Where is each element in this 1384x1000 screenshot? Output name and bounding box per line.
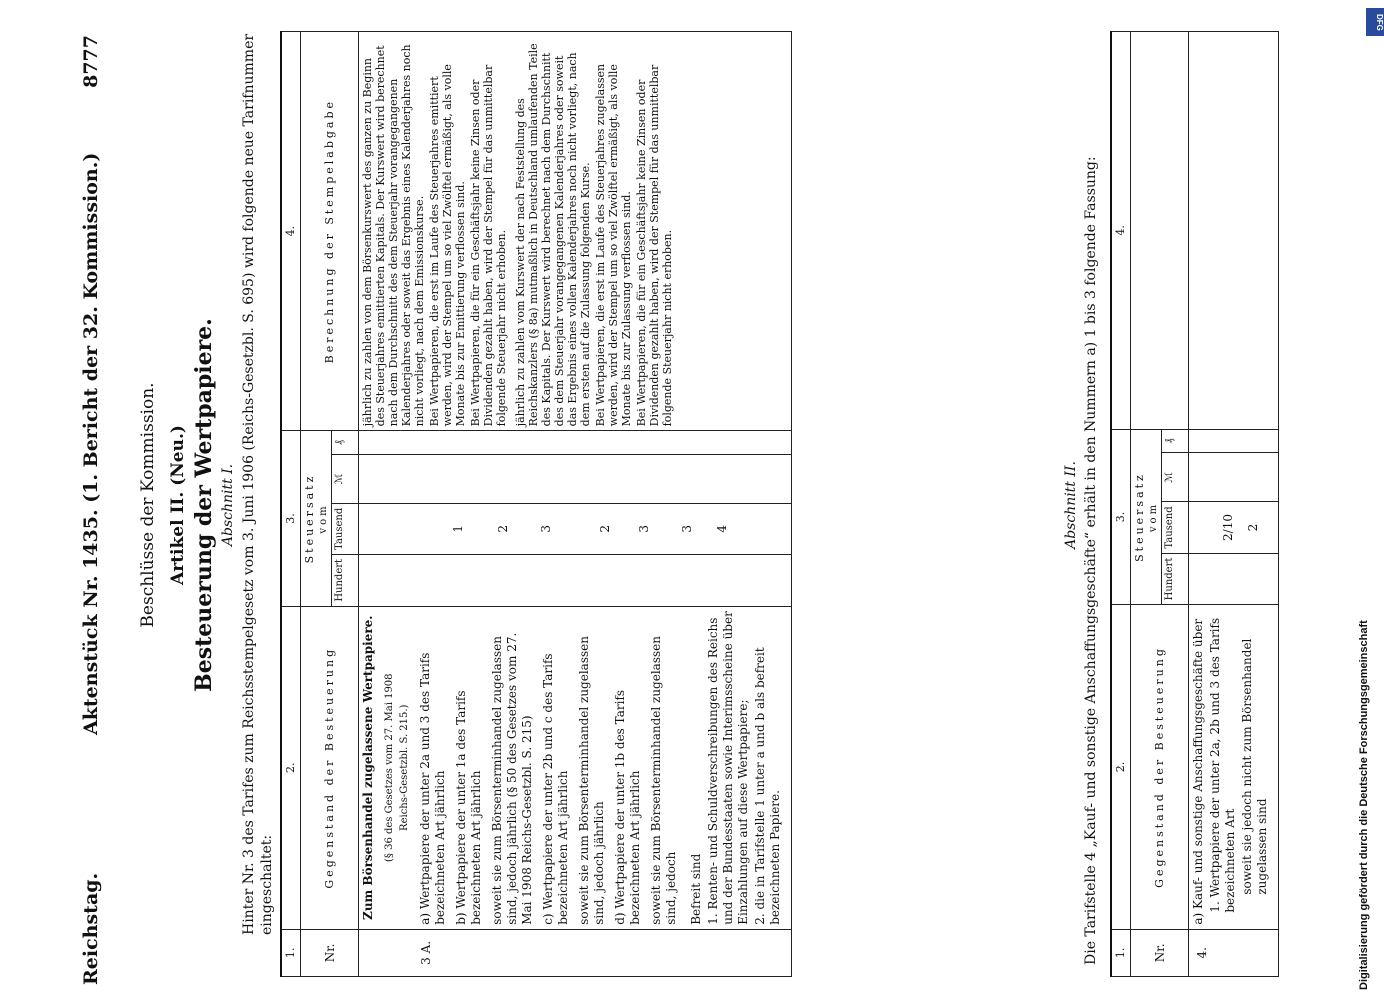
table1-row-d2: soweit sie zum Börsenterminhandel zugelassen sind, jedoch bbox=[649, 636, 678, 925]
table1-heading: Zum Börsenhandel zugelassene Wertpapiere. bbox=[361, 615, 375, 920]
row-nr-3a: 3 A. bbox=[359, 929, 792, 976]
tausend-b2: 3 bbox=[539, 525, 553, 533]
t2-col-num-4: 4. bbox=[1111, 32, 1131, 430]
t2-col-num-3: 3. bbox=[1111, 429, 1131, 605]
head-pf: ₰ bbox=[332, 431, 359, 455]
document-page bbox=[28, 25, 1368, 985]
head-vom: vom bbox=[318, 503, 329, 534]
page-header bbox=[80, 25, 114, 985]
beschluesse-title: Beschlüsse der Kommission. bbox=[138, 382, 158, 628]
head-hundert: Hundert bbox=[332, 554, 359, 606]
tausend-d2: 4 bbox=[715, 525, 729, 533]
t2-head-nr: Nr. bbox=[1131, 929, 1189, 976]
table1-row-c2: soweit sie zum Börsenterminhandel zugelassen sind, jedoch jährlich bbox=[577, 636, 606, 925]
t2-row-1b: soweit sie jedoch nicht zum Börsenhandel zugelassen sind bbox=[1240, 638, 1269, 895]
col-num-4: 4. bbox=[281, 32, 301, 431]
head-gegenstand: Gegenstand der Besteuerung bbox=[301, 606, 359, 929]
page-number: 8777 bbox=[80, 35, 102, 88]
tausend-a: 1 bbox=[451, 525, 465, 533]
tariff-table-2 bbox=[1110, 31, 1279, 977]
t2-head-mark: ℳ bbox=[1162, 453, 1189, 502]
t2-col-num-1: 1. bbox=[1111, 929, 1131, 976]
dfg-logo: DFG bbox=[1366, 8, 1384, 36]
t2-value-1b: 2 bbox=[1246, 523, 1260, 532]
t2-head-hundert: Hundert bbox=[1162, 553, 1189, 605]
intro-text-2: Die Tarifstelle 4 „Kauf- und sonstige Anschaffungsgeschäfte“ erhält in den Nummern a) 1 bis 3 folgende Fassung: bbox=[1083, 156, 1099, 965]
t2-row-a: a) Kauf- und sonstige Anschaffungsgeschäfte über bbox=[1191, 618, 1205, 925]
digitization-note: Digitalisierung gefördert durch die Deutsche Forschungsgemeinschaft bbox=[1358, 620, 1370, 990]
t2-head-steuersatz: Steuersatz bbox=[1133, 472, 1146, 562]
col-num-1: 1. bbox=[281, 929, 301, 976]
head-berechnung: Berechnung der Stempelabgabe bbox=[301, 32, 359, 431]
table1-befreit-1: 1. Renten- und Schuldverschreibungen des Reichs und der Bundesstaaten sowie Interimsscheine über Einzahlungen auf diese Wertpapiere; bbox=[706, 611, 750, 925]
table1-heading-note2: Reichs-Gesetzbl. S. 215.) bbox=[399, 704, 410, 831]
intro-text-1: Hinter Nr. 3 des Tarifes zum Reichsstempelgesetz vom 3. Juni 1906 (Reichs-Gesetzbl. S. 695) wird folgende neue Tarifnummer eingeschaltet: bbox=[241, 33, 275, 935]
header-center: Aktenstück Nr. 1435. (1. Bericht der 32. Kommission.) bbox=[80, 152, 102, 735]
t2-head-pf: ₰ bbox=[1162, 429, 1189, 453]
head-steuersatz: Steuersatz bbox=[303, 473, 316, 564]
table1-row-d: d) Wertpapiere der unter 1b des Tarifs bezeichneten Art jährlich bbox=[613, 689, 642, 925]
berechnung-5: Bei Wertpapieren, die erst im Laufe des Steuerjahres zugelassen werden, wird der Stempel um so viel Zwölftel ermäßigt, als volle Monate bis zur Zulassung verflossen sind. bbox=[594, 63, 633, 427]
tausend-d: 3 bbox=[680, 525, 694, 533]
header-left: Reichstag. bbox=[80, 872, 102, 985]
table1-row-b: b) Wertpapiere der unter 1a des Tarifs bezeichneten Art jährlich bbox=[454, 690, 483, 925]
t2-row-nr-4: 4. bbox=[1189, 929, 1279, 976]
col-num-2: 2. bbox=[281, 606, 301, 929]
t2-head-gegenstand: Gegenstand der Besteuerung bbox=[1131, 605, 1189, 929]
t2-col-num-2: 2. bbox=[1111, 605, 1131, 929]
berechnung-6: Bei Wertpapieren, die für ein Geschäftsjahr keine Zinsen oder Dividenden gezahlt haben, wird der Stempel für das unmittelbar folgende Steuerjahr nicht erhoben. bbox=[635, 64, 674, 427]
berechnung-1: jährlich zu zahlen von dem Börsenkurswert des ganzen zu Beginn des Steuerjahres emittierten Kapitals. Der Kurswert wird berechnet nach dem Durchschnitt des dem Steuerjahr vorangegangenen Kalenderjahres oder soweit das Ergebnis eines Kalenderjahres noch nicht vorliegt, nach dem Emissionskurse. bbox=[361, 44, 426, 427]
t2-head-tausend: Tausend bbox=[1162, 502, 1189, 553]
t2-value-1: 2/10 bbox=[1221, 514, 1235, 541]
col-num-3: 3. bbox=[281, 431, 301, 606]
berechnung-3: Bei Wertpapieren, die für ein Geschäftsjahr keine Zinsen oder Dividenden gezahlt haben, wird der Stempel für das unmittelbar folgende Steuerjahr nicht erhoben. bbox=[469, 64, 508, 427]
table1-heading-note1: (§ 36 des Gesetzes vom 27. Mai 1908 bbox=[384, 673, 395, 862]
table1-row-b2: soweit sie zum Börsenterminhandel zugelassen sind, jedoch jährlich (§ 50 des Gesetzes vom 27. Mai 1908 Reichs-Gesetzbl. S. 215) bbox=[490, 632, 534, 925]
tausend-c2: 3 bbox=[637, 525, 651, 533]
table1-row-a: a) Wertpapiere der unter 2a und 3 des Tarifs bezeichneten Art jährlich bbox=[418, 652, 447, 925]
head-tausend: Tausend bbox=[332, 503, 359, 554]
berechnung-4: jährlich zu zahlen vom Kurswert der nach Feststellung des Reichskanzlers (§ 8a) mutmaßlich in Deutschland umlaufenden Teile des Kapitals. Der Kurswert wird berechnet nach dem Durchschnitt des dem Steuerjahr vorangegangenen Kalenderjahres oder soweit das Ergebnis eines vollen Kalenderjahres noch nicht vorliegt, nach dem ersten auf die Zulassung folgenden Kurse. bbox=[514, 43, 592, 427]
abschnitt2-title: Abschnitt II. bbox=[1063, 461, 1079, 549]
tariff-table-1 bbox=[280, 31, 792, 977]
t2-row-1: 1. Wertpapiere der unter 2a, 2b und 3 des Tarifs bezeichneten Art bbox=[1208, 617, 1237, 913]
t2-head-vom: vom bbox=[1148, 501, 1159, 533]
head-nr: Nr. bbox=[301, 929, 359, 976]
table1-row-c: c) Wertpapiere der unter 2b und c des Tarifs bezeichneten Art jährlich bbox=[541, 653, 570, 925]
head-mark: ℳ bbox=[332, 454, 359, 503]
abschnitt1-title: Abschnitt I. bbox=[220, 463, 236, 547]
table1-befreit-2: 2. die in Tarifstelle 1 unter a und b als befreit bezeichneten Papiere. bbox=[753, 647, 782, 925]
tausend-c: 2 bbox=[598, 525, 612, 533]
table1-befreit-title: Befreit sind bbox=[689, 853, 703, 925]
tausend-b: 2 bbox=[496, 525, 510, 533]
berechnung-2: Bei Wertpapieren, die erst im Laufe des Steuerjahres emittiert werden, wird der Stempel um so viel Zwölftel ermäßigt, als volle Monate bis zur Emittierung verflossen sind. bbox=[428, 64, 467, 427]
main-title: Besteuerung der Wertpapiere. bbox=[191, 318, 217, 692]
artikel-title: Artikel II. (Neu.) bbox=[168, 425, 188, 585]
